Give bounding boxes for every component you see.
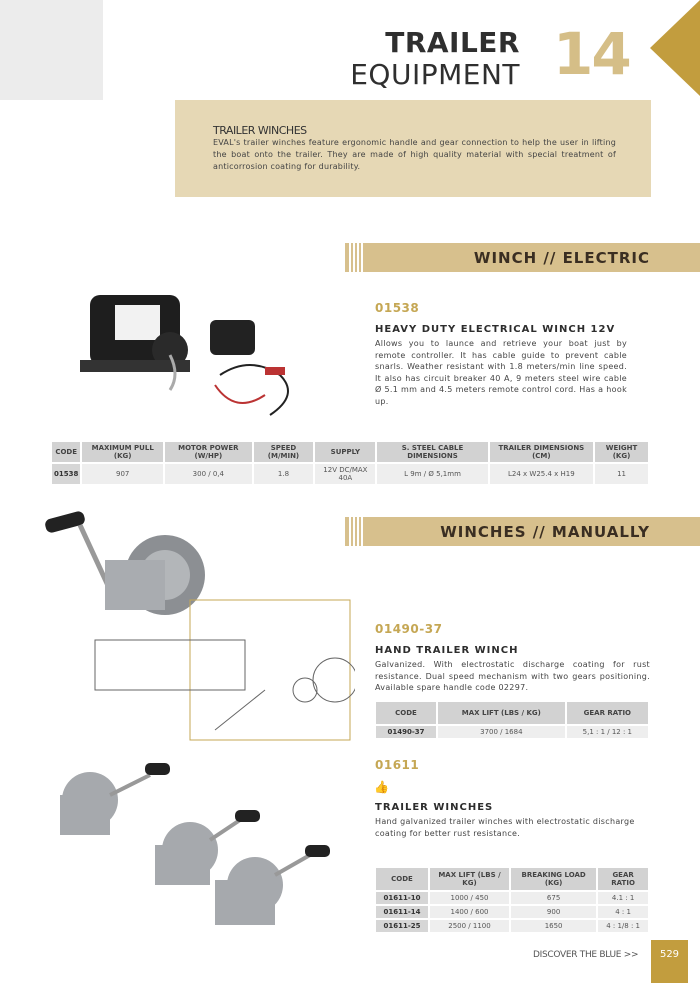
product-code-01611: 01611 <box>375 758 420 772</box>
spec-table-01538 <box>50 440 650 486</box>
cell: L 9m / Ø 5,1mm <box>377 464 487 484</box>
col-header: SUPPLY <box>315 442 375 462</box>
footer-tagline-link[interactable]: DISCOVER THE BLUE >> <box>533 950 639 960</box>
cell-code: 01538 <box>52 464 80 484</box>
cell: 4 : 1 <box>598 906 648 918</box>
product-code-01538: 01538 <box>375 301 420 315</box>
cell: 1.8 <box>254 464 314 484</box>
col-header: BREAKING LOAD (KG) <box>511 868 596 890</box>
cell: 1000 / 450 <box>430 892 509 904</box>
cell: 2500 / 1100 <box>430 920 509 932</box>
cell: 675 <box>511 892 596 904</box>
cell: 4.1 : 1 <box>598 892 648 904</box>
section-bar-electric <box>345 243 700 272</box>
intro-text: EVAL's trailer winches feature ergonomic handle and gear connection to help the user in lifting the boat onto the trailer. They are made of high quality material with special treatment of anticorrosion coating for durability. <box>213 138 616 171</box>
chapter-number: 14 <box>553 20 630 88</box>
col-header: CODE <box>52 442 80 462</box>
cell: 1400 / 600 <box>430 906 509 918</box>
table-row <box>376 892 648 904</box>
col-header: MAX LIFT (LBS / KG) <box>438 702 565 724</box>
cell: 900 <box>511 906 596 918</box>
spec-table-01490-37 <box>374 700 650 740</box>
table-row <box>376 726 648 738</box>
cell: 907 <box>82 464 163 484</box>
page-title-bold: TRAILER <box>385 26 520 59</box>
product-desc-01611: Hand galvanized trailer winches with electrostatic discharge coating for better rust resistance. <box>375 817 635 838</box>
table-row <box>376 920 648 932</box>
chapter-tab-arrow-icon <box>650 0 700 96</box>
col-header: TRAILER DIMENSIONS (CM) <box>490 442 593 462</box>
col-header: GEAR RATIO <box>567 702 648 724</box>
product-name-01611: TRAILER WINCHES <box>375 802 494 813</box>
cell: 300 / 0,4 <box>165 464 252 484</box>
cell-code: 01611-25 <box>376 920 428 932</box>
cell: 4 : 1/8 : 1 <box>598 920 648 932</box>
col-header: SPEED (M/MIN) <box>254 442 314 462</box>
cell-code: 01490-37 <box>376 726 436 738</box>
product-name-01490-37: HAND TRAILER WINCH <box>375 645 519 656</box>
cell-code: 01611-14 <box>376 906 428 918</box>
product-name-01538: HEAVY DUTY ELECTRICAL WINCH 12V <box>375 324 616 335</box>
section-title-manual: WINCHES // MANUALLY <box>440 523 650 541</box>
spec-table-01611 <box>374 866 650 934</box>
col-header: WEIGHT (KG) <box>595 442 648 462</box>
table-row <box>376 906 648 918</box>
corner-block <box>0 0 103 100</box>
cell: 5,1 : 1 / 12 : 1 <box>567 726 648 738</box>
cell-code: 01611-10 <box>376 892 428 904</box>
section-title-electric: WINCH // ELECTRIC <box>473 249 650 267</box>
col-header: S. STEEL CABLE DIMENSIONS <box>377 442 487 462</box>
cell: 11 <box>595 464 648 484</box>
col-header: CODE <box>376 702 436 724</box>
page-title-light: EQUIPMENT <box>350 58 520 91</box>
page-number: 529 <box>651 940 688 983</box>
col-header: GEAR RATIO <box>598 868 648 890</box>
section-bar-manual <box>345 517 700 546</box>
cell: L24 x W25.4 x H19 <box>490 464 593 484</box>
thumbs-up-icon: 👍 <box>374 780 389 794</box>
trailer-winches-image <box>40 755 360 935</box>
product-desc-01538: Allows you to launce and retrieve your boat just by remote controller. It has cable guide to prevent cable snarls. Weather resistant with 1.8 meters/min line speed. It also has circuit breaker 40 A, 9 meters steel wire cable Ø 5.1 mm and 4.5 meters remote control cord. Has a hook up. <box>375 339 627 406</box>
cell: 3700 / 1684 <box>438 726 565 738</box>
table-row <box>52 464 648 484</box>
product-desc-01490-37: Galvanized. With electrostatic discharge coating for rust resistance. Dual speed mechanism with two gears positioning. Available spare handle code 02297. <box>375 660 650 692</box>
cell: 1650 <box>511 920 596 932</box>
hand-winch-image <box>35 500 355 745</box>
intro-heading: TRAILER WINCHES <box>213 124 307 137</box>
cell: 12V DC/MAX 40A <box>315 464 375 484</box>
electric-winch-image <box>60 275 340 425</box>
col-header: MOTOR POWER (W/HP) <box>165 442 252 462</box>
col-header: MAXIMUM PULL (KG) <box>82 442 163 462</box>
col-header: CODE <box>376 868 428 890</box>
bar-stripes <box>347 243 365 272</box>
col-header: MAX LIFT (LBS / KG) <box>430 868 509 890</box>
intro-box <box>175 100 651 197</box>
product-code-01490-37: 01490-37 <box>375 622 443 636</box>
